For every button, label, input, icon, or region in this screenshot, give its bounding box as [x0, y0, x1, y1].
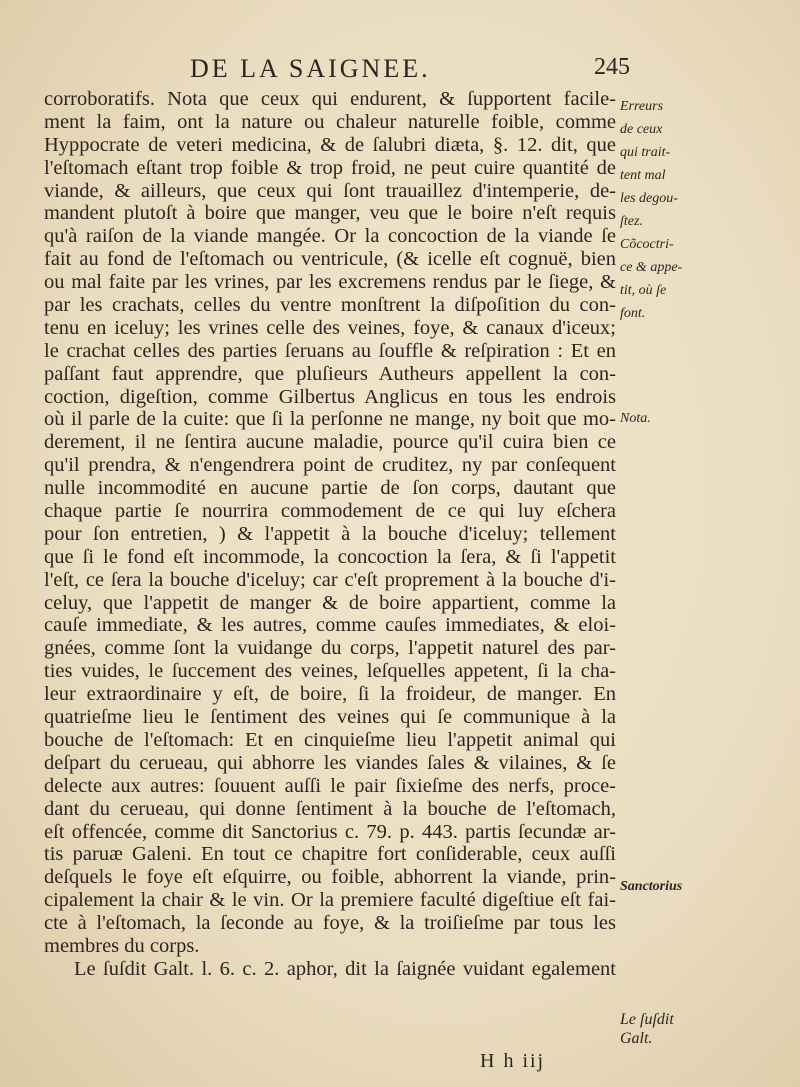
- margin-note-line: Galt.: [620, 1030, 653, 1047]
- running-title: DE LA SAIGNEE.: [190, 54, 431, 83]
- body-line: gnées, comme ſont la vuidange du corps, l'appetit naturel des par-: [44, 637, 616, 660]
- body-line: deſquels le foye eſt eſquirre, ou foible, abhorrent la viande, prin-: [44, 866, 616, 889]
- body-line: ou mal faite par les vrines, par les excremens rendus par le ſiege, &: [44, 271, 616, 294]
- body-line: ment la faim, ont la nature ou chaleur naturelle foible, comme: [44, 110, 616, 133]
- body-line: eſt offencée, comme dit Sanctorius c. 79. p. 443. partis ſecundæ ar-: [44, 820, 616, 843]
- margin-note-erreurs: [620, 96, 792, 233]
- body-line: l'eſtomach eſtant trop foible & trop froid, ne peut cuire quantité de: [44, 156, 616, 179]
- body-line: nulle incommodité en aucune partie de ſon corps, dautant que: [44, 477, 616, 500]
- body-line: où il parle de la cuite: que ſi la perſonne ne mange, ny boit que mo-: [44, 408, 616, 431]
- body-line: tis paruæ Galeni. En tout ce chapitre fort conſiderable, ceux auſſi: [44, 843, 616, 866]
- margin-note-galt: [620, 1010, 792, 1048]
- body-line: viande, & ailleurs, que ceux qui ſont trauaillez d'intemperie, de-: [44, 179, 616, 202]
- page-number: 245: [594, 54, 630, 80]
- body-line: celuy, que l'appetit de manger & de boire appartient, comme la: [44, 591, 616, 614]
- margin-note-line: font.: [620, 305, 646, 321]
- margin-note-sanctorius: [620, 876, 792, 899]
- margin-note-line: ce & appe-: [620, 259, 683, 275]
- body-line: cauſe immediate, & les autres, comme cauſes immediates, & eloi-: [44, 614, 616, 637]
- body-line: derement, il ne ſentira aucune maladie, pource qu'il cuira bien ce: [44, 431, 616, 454]
- body-line: dant du cerueau, qui donne ſentiment à la bouche de l'eſtomach,: [44, 797, 616, 820]
- body-line: par les crachats, celles du ventre monſtrent la diſpoſition du con-: [44, 294, 616, 317]
- body-line: l'eſt, ce ſera la bouche d'iceluy; car c'eſt proprement à la bouche d'i-: [44, 568, 616, 591]
- body-line: le crachat celles des parties ſeruans au ſouffle & reſpiration : Et en: [44, 339, 616, 362]
- body-line: Hyppocrate de veteri medicina, & de ſalubri diæta, §. 12. dit, que: [44, 133, 616, 156]
- body-line: membres du corps.: [44, 934, 200, 957]
- body-line: corroboratifs. Nota que ceux qui endurent, & ſupportent facile-: [44, 88, 616, 110]
- running-header: [190, 54, 630, 90]
- body-line: leur extraordinaire y eſt, de boire, ſi la froideur, de manger. En: [44, 683, 616, 706]
- body-line: que ſi le fond eſt incommode, la concoction la ſera, & ſi l'appetit: [44, 545, 616, 568]
- body-line: qu'à raiſon de la viande mangée. Or la concoction de la viande ſe: [44, 225, 616, 248]
- margin-note-line: qui trait-: [620, 144, 671, 160]
- margin-note-line: Sanctorius: [620, 879, 683, 894]
- body-line: qu'il prendra, & n'engendrera point de cruditez, ny par conſequent: [44, 454, 616, 477]
- margin-note-line: les degou-: [620, 190, 678, 206]
- body-line: pour ſon entretien, ) & l'appetit à la bouche d'iceluy; tellement: [44, 522, 616, 545]
- margin-note-line: Cõcoctri-: [620, 237, 674, 252]
- margin-note-line: de ceux: [620, 121, 663, 137]
- body-line: cipalement la chair & le vin. Or la premiere faculté digeſtiue eſt fai-: [44, 889, 616, 912]
- body-line: chaque partie ſe nourrira commodement de ce qui luy eſchera: [44, 500, 616, 523]
- body-line: mandent plutoſt à boire que manger, veu que le boire n'eſt requis: [44, 202, 616, 225]
- margin-note-concoctrice: [620, 234, 792, 326]
- body-line: bouche de l'eſtomach: Et en cinquieſme lieu l'appetit animal qui: [44, 728, 616, 751]
- margin-note-nota: [620, 408, 792, 431]
- margin-note-line: ſtez.: [620, 213, 643, 229]
- body-line: tenu en iceluy; les vrines celle des veines, foye, & canaux d'iceux;: [44, 316, 616, 339]
- body-text: [44, 88, 616, 981]
- body-line: coction, digeſtion, comme Gilbertus Anglicus en tous les endrois: [44, 385, 616, 408]
- signature-mark: H h iij: [480, 1050, 546, 1072]
- margin-note-line: Erreurs: [620, 99, 664, 114]
- body-line: paſſant faut apprendre, que pluſieurs Autheurs appellent la con-: [44, 362, 616, 385]
- body-line: cte à l'eſtomach, la ſeconde au foye, & la troiſieſme par tous les: [44, 912, 616, 935]
- body-line: fait au fond de l'eſtomach ou ventricule, (& icelle eſt cognuë, bien: [44, 248, 616, 271]
- margin-note-line: tit, où ſe: [620, 282, 667, 298]
- margin-note-line: Nota.: [620, 411, 651, 426]
- margin-note-line: tent mal: [620, 167, 666, 183]
- margin-note-line: Le ſuſdit: [620, 1011, 674, 1028]
- body-line: ties vuides, le ſuccement des veines, leſquelles appetent, ſi la cha-: [44, 660, 616, 683]
- body-line: Le ſuſdit Galt. l. 6. c. 2. aphor, dit la ſaignée vuidant egalement: [74, 957, 616, 980]
- body-line: deſpart du cerueau, qui abhorre les viandes ſales & vilaines, & ſe: [44, 751, 616, 774]
- body-line: delecte aux autres: ſouuent auſſi le pair ſixieſme des nerfs, proce-: [44, 774, 616, 797]
- body-line: quatrieſme lieu le ſentiment des veines qui ſe communique à la: [44, 706, 616, 729]
